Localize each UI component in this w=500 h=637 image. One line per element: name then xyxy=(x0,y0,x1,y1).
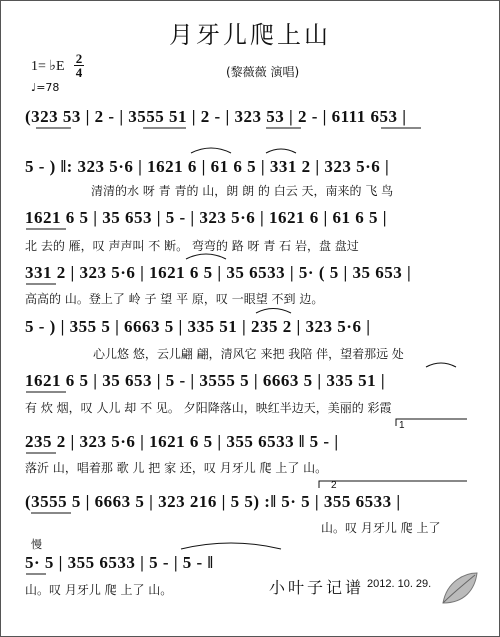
notation-row-8: (3555 5 | 6663 5 | 323 216 | 5 5) :‖ 5· 5 | 355 6533 | xyxy=(25,492,401,511)
lyric-row-5: 心儿悠 悠，云儿翩 翩，清风它 来把 我陪 伴，望着那远 处 xyxy=(93,347,404,361)
lyric-row-6: 有 炊 烟，叹 人儿 却 不 见。 夕阳降落山，映红半边天，美丽的 彩霞 xyxy=(25,401,392,415)
notation-row-5: 5 - ) | 355 5 | 6663 5 | 335 51 | 235 2 | 323 5·6 | xyxy=(25,317,371,336)
lyric-row-4: 高高的 山。登上了 岭 子 望 平 原，叹 一眼望 不到 边。 xyxy=(25,292,324,306)
lyric-row-7: 落沂 山，唱着那 歌 儿 把 家 还，叹 月牙儿 爬 上了 山。 xyxy=(25,461,328,475)
song-title: 月牙儿爬上山 xyxy=(169,21,331,49)
lyric-row-3: 北 去的 雁，叹 声声叫 不 断。 弯弯的 路 呀 青 石 岩，盘 盘过 xyxy=(25,239,359,253)
lyric-row-2: 清清的水 呀 青 青的 山，朗 朗 的 白云 天，南来的 飞 鸟 xyxy=(91,184,394,198)
leaf-icon xyxy=(437,567,481,611)
volta-1-label: 1 xyxy=(399,420,405,431)
notation-row-1: (323 53 | 2 - | 3555 51 | 2 - | 323 53 | 2 - | 6111 653 | xyxy=(25,107,407,126)
lyric-row-9: 山。叹 月牙儿 爬 上了 山。 xyxy=(25,583,173,597)
volta-2-label: 2 xyxy=(331,480,337,491)
notation-row-2: 5 - ) ‖: 323 5·6 | 1621 6 | 61 6 5 | 331 2 | 323 5·6 | xyxy=(25,157,390,176)
time-signature: 2 4 xyxy=(75,51,83,80)
lyric-row-8: 山。叹 月牙儿 爬 上了 xyxy=(321,521,441,535)
transcription-date: 2012. 10. 29. xyxy=(367,578,432,590)
key-signature: 1= ♭E xyxy=(31,59,65,74)
notation-row-9: 5· 5 | 355 6533 | 5 - | 5 - ‖ xyxy=(25,553,214,572)
notation-row-3: 1621 6 5 | 35 653 | 5 - | 323 5·6 | 1621 6 | 61 6 5 | xyxy=(25,208,388,227)
tempo-slow-mark: 慢 xyxy=(31,538,42,551)
notation-row-7: 235 2 | 323 5·6 | 1621 6 5 | 355 6533 ‖ 5 - | xyxy=(25,432,339,451)
notation-row-6: 1621 6 5 | 35 653 | 5 - | 3555 5 | 6663 5 | 335 51 | xyxy=(25,371,386,390)
notation-row-4: 331 2 | 323 5·6 | 1621 6 5 | 35 6533 | 5· ( 5 | 35 653 | xyxy=(25,263,412,282)
tempo-mark: ♩=78 xyxy=(31,81,60,94)
transcriber-credit: 小叶子记谱 xyxy=(269,578,365,597)
singer-credit: (黎薇薇 演唱) xyxy=(226,65,300,79)
